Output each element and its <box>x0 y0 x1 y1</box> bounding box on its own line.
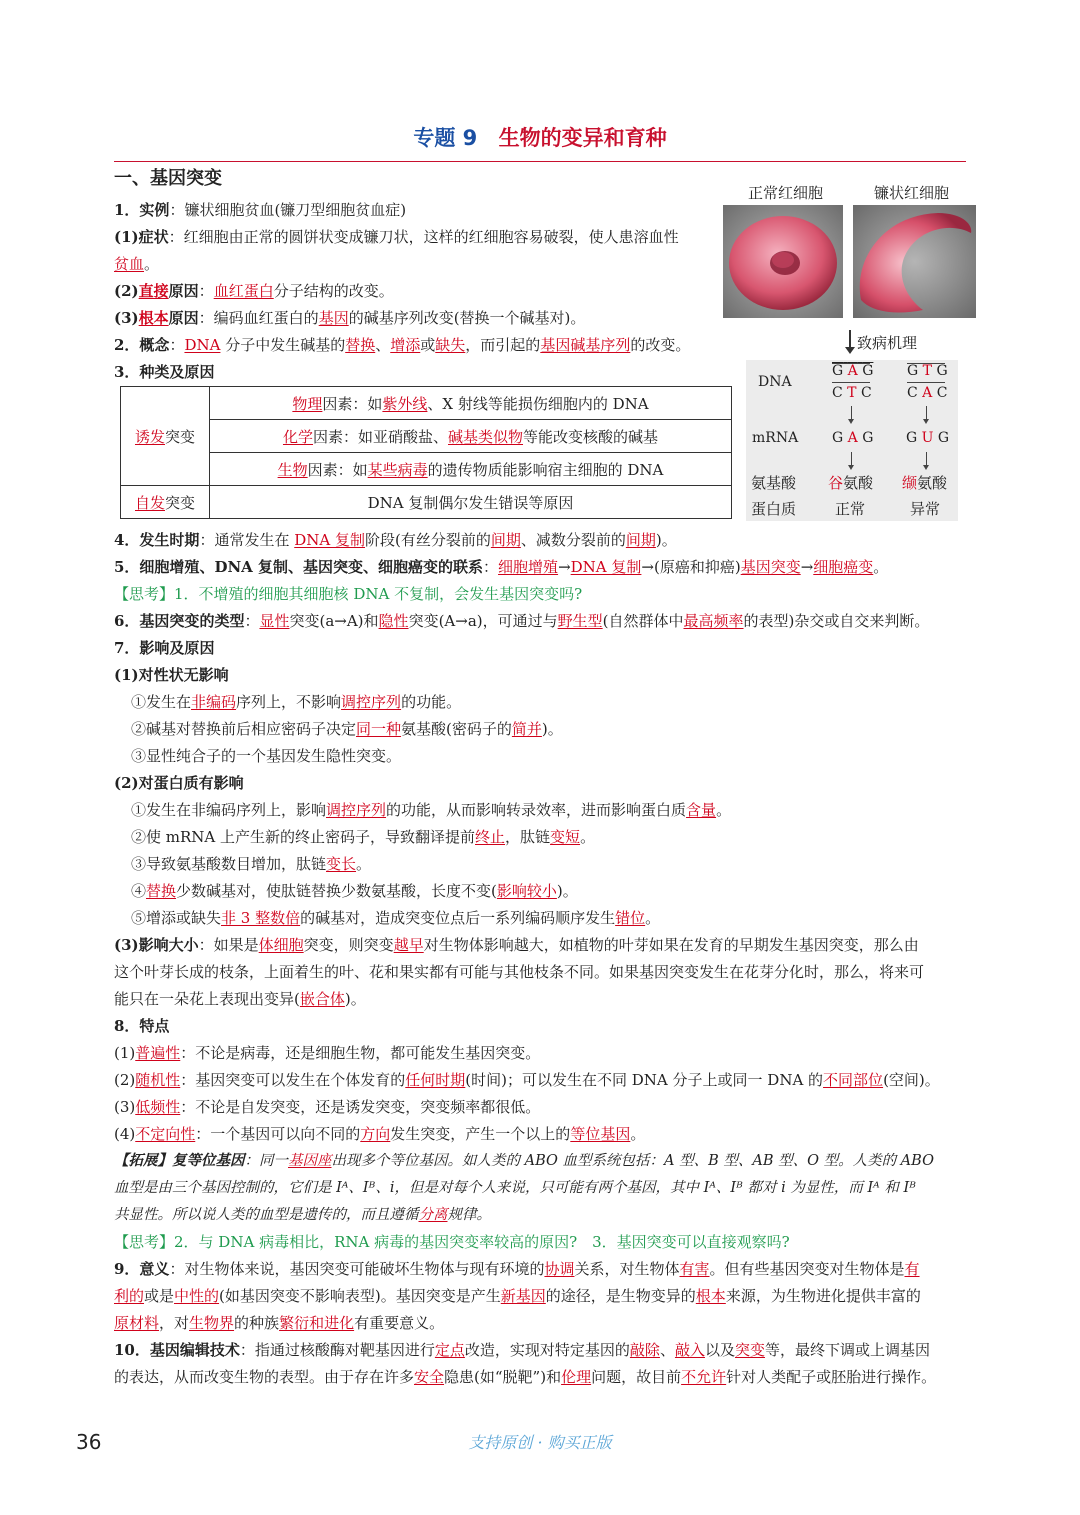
normal-cell-caption: 正常红细胞 <box>748 184 824 202</box>
text-line: 的表达，从而改变生物的表型。由于存在许多安全隐患(如“脱靶”)和伦理问题，故目前不允许针对人类配子或胚胎进行操作。 <box>114 1368 937 1386</box>
sickle-dna-overline <box>907 382 945 383</box>
arrow-icon <box>851 452 852 468</box>
sickle-dna-bottom: C A C <box>907 385 948 401</box>
text-line: 利的或是中性的(如基因突变不影响表型)。基因突变是产生新基因的途径，是生物变异的根本来源，为生物进化提供丰富的 <box>114 1287 921 1305</box>
text-line: 能只在一朵花上表现出变异(嵌合体)。 <box>114 990 366 1008</box>
chemical-cell: 化学因素：如亚硝酸盐、碱基类似物等能改变核酸的碱基 <box>210 420 732 453</box>
text-line: ③导致氨基酸数目增加，肽链变长。 <box>131 855 372 873</box>
dna-label: DNA <box>758 374 792 390</box>
text-line: 原材料，对生物界的种族繁衍和进化有重要意义。 <box>114 1314 445 1332</box>
text-line: 1．实例：镰状细胞贫血(镰刀型细胞贫血症) <box>114 201 407 219</box>
biological-cell: 生物因素：如某些病毒的遗传物质能影响宿主细胞的 DNA <box>210 453 732 486</box>
text-line: ⑤增添或缺失非 3 整数倍的碱基对，造成突变位点后一系列编码顺序发生错位。 <box>131 909 661 927</box>
sickle-amino-acid: 缬氨酸 <box>902 474 948 492</box>
text-line: ①发生在非编码序列上，影响调控序列的功能，从而影响转录效率，进而影响蛋白质含量。 <box>131 801 732 819</box>
page-number: 36 <box>76 1430 102 1454</box>
text-line: 4．发生时期：通常发生在 DNA 复制阶段(有丝分裂前的间期、减数分裂前的间期)。 <box>114 531 677 549</box>
mechanism-label: 致病机理 <box>857 334 918 352</box>
text-line: ②碱基对替换前后相应密码子决定同一种氨基酸(密码子的简并)。 <box>131 720 563 738</box>
physical-cell: 物理因素：如紫外线、X 射线等能损伤细胞内的 DNA <box>210 387 732 420</box>
text-line: 8．特点 <box>114 1017 170 1035</box>
text-line: (2)随机性：基因突变可以发生在个体发育的任何时期(时间)；可以发生在不同 DNA 分子上或同一 DNA 的不同部位(空间)。 <box>114 1071 940 1089</box>
text-line: (3)低频性：不论是自发突变，还是诱发突变，突变频率都很低。 <box>114 1098 541 1116</box>
text-line: 10．基因编辑技术：指通过核酸酶对靶基因进行定点改造，实现对特定基因的敲除、敲入以及突变等，最终下调或上调基因 <box>114 1341 931 1359</box>
text-line: (3)影响大小：如果是体细胞突变，则突变越早对生物体影响越大，如植物的叶芽如果在发育的早期发生基因突变，那么由 <box>114 936 919 954</box>
topic-name: 生物的变异和育种 <box>498 126 667 150</box>
normal-dna-topline <box>832 363 870 364</box>
text-line: 【拓展】复等位基因：同一基因座出现多个等位基因。如人类的 ABO 血型系统包括：A 型、B 型、AB 型、O 型。人类的 ABO <box>114 1152 934 1169</box>
amino-acid-label: 氨基酸 <box>751 474 797 492</box>
text-line: (1)对性状无影响 <box>114 666 229 684</box>
text-line: (1)症状：红细胞由正常的圆饼状变成镰刀状，这样的红细胞容易破裂，使人患溶血性 <box>114 228 679 246</box>
title-rule <box>114 161 966 162</box>
section-heading: 一、基因突变 <box>114 168 222 189</box>
normal-amino-acid: 谷氨酸 <box>828 474 874 492</box>
text-line: (2)对蛋白质有影响 <box>114 774 244 792</box>
text-line: (1)普遍性：不论是病毒，还是细胞生物，都可能发生基因突变。 <box>114 1044 541 1062</box>
mrna-label: mRNA <box>752 430 799 446</box>
normal-dna-bottom: C T C <box>832 385 872 401</box>
induced-cell: 诱发突变 <box>121 387 210 486</box>
arrow-icon <box>926 452 927 468</box>
spontaneous-cell: 自发突变 <box>121 486 210 519</box>
protein-label: 蛋白质 <box>751 500 797 518</box>
sickle-mrna: G U G <box>906 430 950 446</box>
footer-slogan: 支持原创 · 购买正版 <box>468 1433 612 1452</box>
sickle-dna-top: G T G <box>907 363 948 379</box>
page-title <box>0 122 1080 152</box>
mechanism-diagram <box>746 360 958 521</box>
text-line: 贫血。 <box>114 255 160 273</box>
text-line: 7．影响及原因 <box>114 639 215 657</box>
text-line: (2)直接原因：血红蛋白分子结构的改变。 <box>114 282 394 300</box>
mutation-types-table <box>120 386 732 519</box>
think-question-2: 【思考】2．与 DNA 病毒相比，RNA 病毒的基因突变率较高的原因? 3．基因突变可以直接观察吗? <box>114 1233 790 1251</box>
think-question-1: 【思考】1．不增殖的细胞其细胞核 DNA 不复制，会发生基因突变吗? <box>114 585 583 603</box>
text-line: 6．基因突变的类型：显性突变(a→A)和隐性突变(A→a)，可通过与野生型(自然群体中最高频率的表型)杂交或自交来判断。 <box>114 612 930 630</box>
text-line: ③显性纯合子的一个基因发生隐性突变。 <box>131 747 402 765</box>
normal-dna-overline <box>832 382 870 383</box>
sickle-dna-topline <box>907 363 945 364</box>
text-line: 5．细胞增殖、DNA 复制、基因突变、细胞癌变的联系：细胞增殖→DNA 复制→(原癌和抑癌)基因突变→细胞癌变。 <box>114 558 889 576</box>
arrow-icon <box>851 406 852 422</box>
text-line: 9．意义：对生物体来说，基因突变可能破坏生物体与现有环境的协调关系，对生物体有害。但有些基因突变对生物体是有 <box>114 1260 920 1278</box>
text-line: ②使 mRNA 上产生新的终止密码子，导致翻译提前终止，肽链变短。 <box>131 828 596 846</box>
topic-number: 专题 9 <box>413 126 478 150</box>
spontaneous-cause-cell: DNA 复制偶尔发生错误等原因 <box>210 486 732 519</box>
sickle-cell-caption: 镰状红细胞 <box>874 184 950 202</box>
normal-protein: 正常 <box>835 500 866 518</box>
text-line: ④替换少数碱基对，使肽链替换少数氨基酸，长度不变(影响较小)。 <box>131 882 578 900</box>
text-line: 血型是由三个基因控制的，它们是 Iᴬ、Iᴮ、i，但是对每个人来说，只可能有两个基因，其中 Iᴬ、Iᴮ 都对 i 为显性，而 Iᴬ 和 Iᴮ <box>114 1180 916 1196</box>
text-line: ①发生在非编码序列上，不影响调控序列的功能。 <box>131 693 462 711</box>
text-line: 这个叶芽长成的枝条，上面着生的叶、花和果实都有可能与其他枝条不同。如果基因突变发生在花芽分化时，那么，将来可 <box>114 963 925 981</box>
down-arrow-icon <box>849 330 851 352</box>
normal-red-cell-image <box>723 205 843 318</box>
normal-dna-top: G A G <box>832 363 874 379</box>
text-line: (3)根本原因：编码血红蛋白的基因的碱基序列改变(替换一个碱基对)。 <box>114 309 586 327</box>
normal-mrna: G A G <box>832 430 874 446</box>
text-line: 2．概念：DNA 分子中发生碱基的替换、增添或缺失，而引起的基因碱基序列的改变。 <box>114 336 691 354</box>
text-line: (4)不定向性：一个基因可以向不同的方向发生突变，产生一个以上的等位基因。 <box>114 1125 646 1143</box>
arrow-icon <box>926 406 927 422</box>
sickle-red-cell-image <box>853 205 976 318</box>
text-line: 3．种类及原因 <box>114 363 215 381</box>
text-line: 共显性。所以说人类的血型是遗传的，而且遵循分离规律。 <box>114 1207 491 1223</box>
sickle-protein: 异常 <box>910 500 941 518</box>
